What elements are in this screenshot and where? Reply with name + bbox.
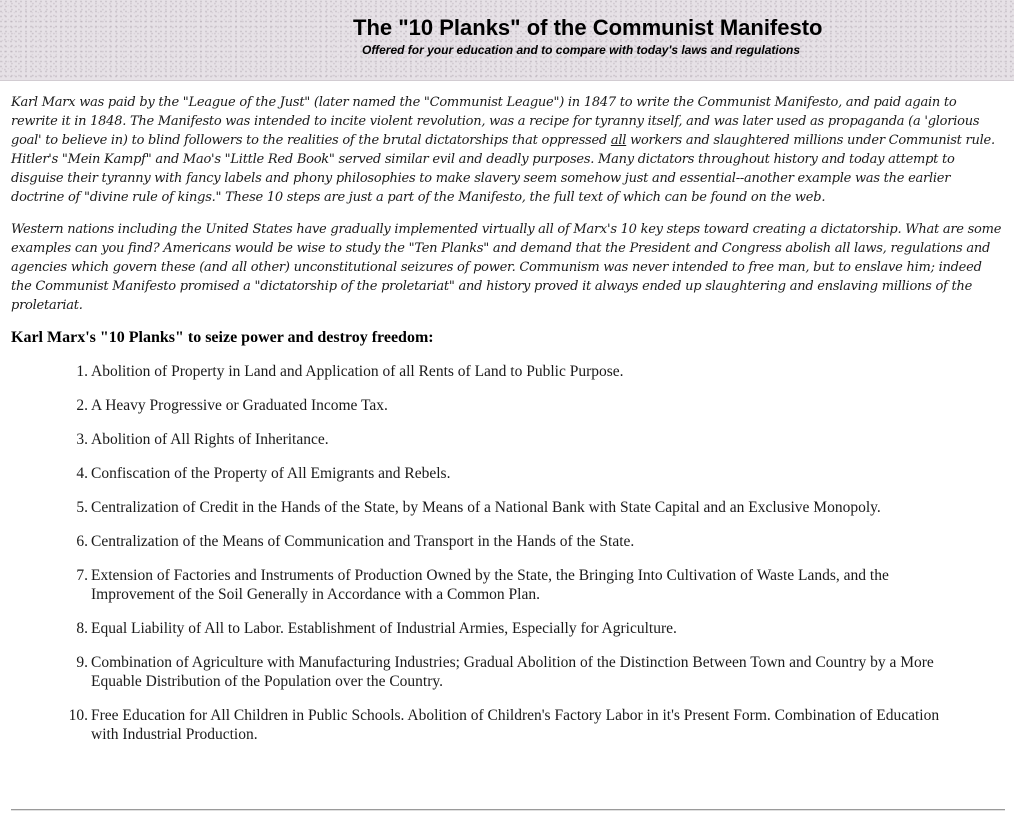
intro-paragraph-2: Western nations including the United States have gradually implemented virtually all of Marx's 10 key steps toward creating a dictatorship. What are some examples can you find? Americans would be wise to study the "Ten Planks" and demand that the President and Congress abolish all laws, regulations and agencies which govern these (and all other) unconstitutional seizures of power. Communism was never intended to free man, but to enslave him; indeed the Communist Manifesto promised a "dictatorship of the proletariat" and history proved it always ended up slaughtering and enslaving millions of the proletariat. xyxy=(11,222,1002,313)
plank-text: Combination of Agriculture with Manufacturing Industries; Gradual Abolition of the Distinction Between Town and Country by a More Equable Distribution of the Population over the Country. xyxy=(91,654,934,690)
planks-list xyxy=(11,362,958,744)
horizontal-divider xyxy=(11,809,1005,811)
plank-item xyxy=(68,566,958,604)
intro-text-end: workers and slaughtered millions under Communist rule. Hitler's "Mein Kampf" and Mao's "Little Red Book" served similar evil and deadly purposes. Many dictators throughout history and today attempt to disguise their tyranny with fancy labels and phony philosophies to make slavery seem somehow just and essential--another example was the earlier doctrine of "divine rule of kings." These 10 steps are just a part of the Manifesto, the full text of which can be found on the web. xyxy=(11,133,995,205)
underlined-word: all xyxy=(610,133,627,148)
plank-number: 10. xyxy=(68,707,88,724)
plank-item xyxy=(68,498,958,517)
plank-number: 9. xyxy=(76,654,88,671)
intro-paragraph-1 xyxy=(11,93,1005,207)
page-subtitle: Offered for your education and to compare with today's laws and regulations xyxy=(362,43,801,57)
plank-item xyxy=(68,706,958,744)
plank-number: 6. xyxy=(76,533,88,550)
plank-text: Equal Liability of All to Labor. Establishment of Industrial Armies, Especially for Agriculture. xyxy=(91,620,677,637)
plank-number: 4. xyxy=(76,465,88,482)
plank-item xyxy=(68,619,958,638)
plank-text: Abolition of Property in Land and Application of all Rents of Land to Public Purpose. xyxy=(91,363,624,380)
intro-text-start: Karl Marx was paid by the "League of the Just" (later named the "Communist League") in 1847 to write the Communist Manifesto, and paid again to rewrite it in 1848. The Manifesto was intended to incite violent revolution, was a recipe for tyranny itself, and was later used as propaganda (a 'glorious goal' to believe in) to blind followers to the realities of the brutal dictatorships that oppressed xyxy=(11,95,980,148)
plank-item xyxy=(68,532,958,551)
plank-text: Confiscation of the Property of All Emigrants and Rebels. xyxy=(91,465,451,482)
plank-text: Centralization of the Means of Communication and Transport in the Hands of the State. xyxy=(91,533,635,550)
plank-item xyxy=(68,430,958,449)
plank-item xyxy=(68,362,958,381)
plank-number: 5. xyxy=(76,499,88,516)
page-title: The "10 Planks" of the Communist Manifesto xyxy=(353,15,823,40)
plank-item xyxy=(68,653,958,691)
plank-text: Free Education for All Children in Public Schools. Abolition of Children's Factory Labor in it's Present Form. Combination of Education with Industrial Production. xyxy=(91,707,940,743)
main-content xyxy=(11,93,1005,759)
plank-number: 3. xyxy=(76,431,88,448)
header-banner xyxy=(0,0,1014,81)
plank-number: 7. xyxy=(76,567,88,584)
plank-number: 1. xyxy=(76,363,88,380)
plank-number: 8. xyxy=(76,620,88,637)
plank-item xyxy=(68,464,958,483)
plank-text: Abolition of All Rights of Inheritance. xyxy=(91,431,329,448)
plank-text: Centralization of Credit in the Hands of the State, by Means of a National Bank with State Capital and an Exclusive Monopoly. xyxy=(91,499,881,516)
plank-text: Extension of Factories and Instruments of Production Owned by the State, the Bringing Into Cultivation of Waste Lands, and the Improvement of the Soil Generally in Accordance with a Common Plan. xyxy=(91,567,889,603)
planks-heading: Karl Marx's "10 Planks" to seize power and destroy freedom: xyxy=(11,329,434,346)
plank-number: 2. xyxy=(76,397,88,414)
plank-item xyxy=(68,396,958,415)
plank-text: A Heavy Progressive or Graduated Income Tax. xyxy=(91,397,388,414)
